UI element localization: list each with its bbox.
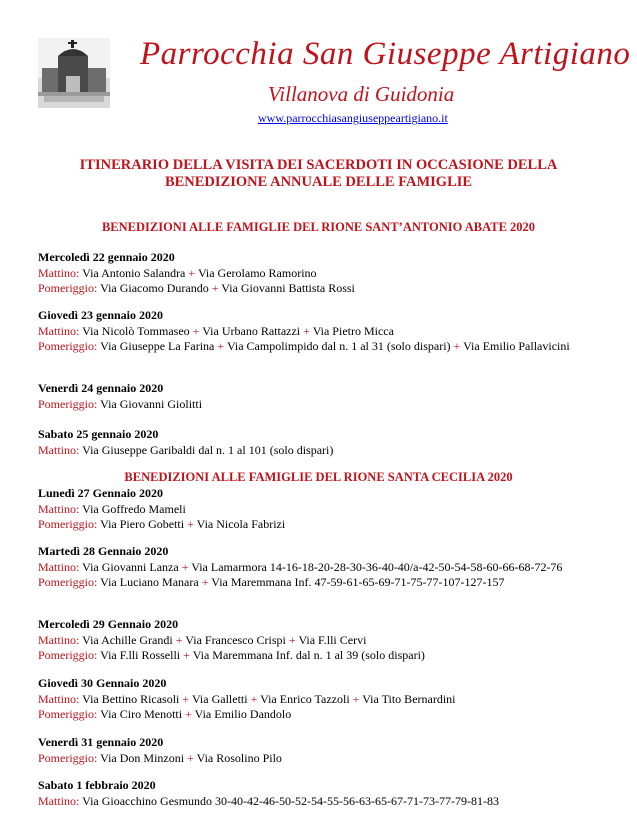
day-block xyxy=(38,778,603,809)
document-title-line-2: BENEDIZIONE ANNUALE DELLE FAMIGLIE xyxy=(164,174,473,190)
schedule-line: Mattino: Via Giovanni Lanza + Via Lamarmora 14-16-18-20-28-30-36-40-40/a-42-50-54-58-60-66-68-72-76 xyxy=(38,559,563,574)
day-block xyxy=(38,308,603,355)
day-date: Giovedì 30 Gennaio 2020 xyxy=(38,676,167,690)
day-block xyxy=(38,381,603,412)
plus-separator: + xyxy=(217,339,225,353)
plus-separator: + xyxy=(183,648,190,662)
day-block xyxy=(38,486,603,533)
plus-separator: + xyxy=(211,281,219,295)
schedule-line: Pomeriggio: Via Piero Gobetti + Via Nicola Fabrizi xyxy=(38,517,286,531)
schedule-line: Pomeriggio: Via Don Minzoni + Via Rosolino Pilo xyxy=(38,750,282,765)
day-date: Sabato 25 gennaio 2020 xyxy=(38,427,159,441)
section-title-sant-antonio: BENEDIZIONI ALLE FAMIGLIE DEL RIONE SANT’ANTONIO ABATE 2020 xyxy=(101,220,536,234)
schedule-line: Pomeriggio: Via Ciro Menotti + Via Emilio Dandolo xyxy=(38,707,292,721)
plus-separator: + xyxy=(188,265,196,280)
schedule-line: Mattino: Via Achille Grandi + Via Francesco Crispi + Via F.lli Cervi xyxy=(38,632,367,647)
schedule-line: Pomeriggio: Via Giacomo Durando + Via Giovanni Battista Rossi xyxy=(38,281,355,295)
day-date: Mercoledì 22 gennaio 2020 xyxy=(38,250,175,264)
plus-separator: + xyxy=(187,517,194,531)
church-photo-icon xyxy=(38,38,110,108)
plus-separator: + xyxy=(250,691,258,706)
schedule-line: Pomeriggio: Via Giuseppe La Farina + Via Campolimpido dal n. 1 al 31 (solo dispari) + Via Emilio Pallavicini xyxy=(38,339,570,353)
section-title-santa-cecilia: BENEDIZIONI ALLE FAMIGLIE DEL RIONE SANTA CECILIA 2020 xyxy=(124,470,513,484)
day-block xyxy=(38,427,603,458)
day-date: Venerdì 24 gennaio 2020 xyxy=(38,381,164,395)
day-date: Lunedì 27 Gennaio 2020 xyxy=(38,486,164,500)
document-title xyxy=(30,157,607,191)
plus-separator: + xyxy=(175,632,183,647)
document-title-line-1: ITINERARIO DELLA VISITA DEI SACERDOTI IN OCCASIONE DELLA xyxy=(79,157,558,173)
day-block xyxy=(38,250,603,297)
day-date: Mercoledì 29 Gennaio 2020 xyxy=(38,617,179,631)
day-date: Giovedì 23 gennaio 2020 xyxy=(38,308,164,322)
day-block xyxy=(38,617,603,664)
plus-separator: + xyxy=(352,691,360,706)
plus-separator: + xyxy=(453,339,461,353)
schedule-line: Mattino: Via Gioacchino Gesmundo 30-40-42-46-50-52-54-55-56-63-65-67-71-73-77-79-81-83 xyxy=(38,793,499,808)
schedule-line: Pomeriggio: Via Giovanni Giolitti xyxy=(38,396,203,411)
plus-separator: + xyxy=(288,632,296,647)
plus-separator: + xyxy=(201,575,209,589)
schedule-line: Mattino: Via Nicolò Tommaseo + Via Urbano Rattazzi + Via Pietro Micca xyxy=(38,323,394,338)
town-name: Villanova di Guidonia xyxy=(268,82,455,106)
plus-separator: + xyxy=(181,559,189,574)
day-block xyxy=(38,676,603,723)
plus-separator: + xyxy=(303,323,310,338)
day-block xyxy=(38,735,603,766)
plus-separator: + xyxy=(185,707,192,721)
plus-separator: + xyxy=(182,691,190,706)
schedule-line: Mattino: Via Goffredo Mameli xyxy=(38,501,186,516)
website-link[interactable]: www.parrocchiasangiuseppeartigiano.it xyxy=(258,111,448,125)
day-block xyxy=(38,544,603,591)
schedule-line: Mattino: Via Antonio Salandra + Via Gerolamo Ramorino xyxy=(38,265,317,280)
schedule-line: Mattino: Via Giuseppe Garibaldi dal n. 1 al 101 (solo dispari) xyxy=(38,442,334,457)
day-date: Martedì 28 Gennaio 2020 xyxy=(38,544,169,558)
plus-separator: + xyxy=(192,323,200,338)
parish-name: Parrocchia San Giuseppe Artigiano xyxy=(140,36,631,72)
schedule-line: Pomeriggio: Via F.lli Rosselli + Via Maremmana Inf. dal n. 1 al 39 (solo dispari) xyxy=(38,648,425,662)
schedule-line: Mattino: Via Bettino Ricasoli + Via Galletti + Via Enrico Tazzoli + Via Tito Bernardini xyxy=(38,691,456,706)
day-date: Venerdì 31 gennaio 2020 xyxy=(38,735,164,749)
day-date: Sabato 1 febbraio 2020 xyxy=(38,778,156,792)
schedule-line: Pomeriggio: Via Luciano Manara + Via Maremmana Inf. 47-59-61-65-69-71-75-77-107-127-157 xyxy=(38,575,505,589)
plus-separator: + xyxy=(187,750,194,765)
